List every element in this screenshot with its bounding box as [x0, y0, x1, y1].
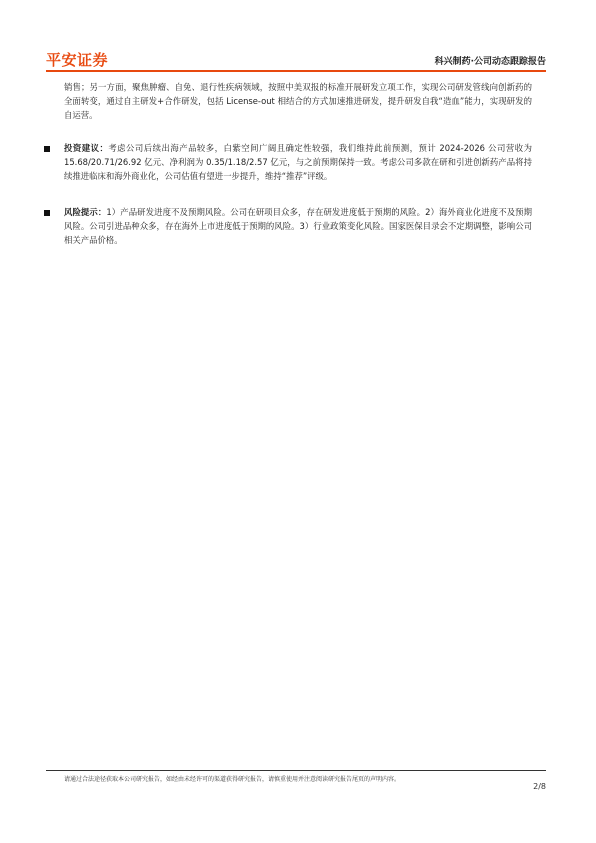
risk-lead: 风险提示： [64, 207, 107, 217]
footer-divider [46, 770, 546, 771]
header-divider [46, 70, 546, 72]
company-logo: 平安证券 [46, 51, 109, 69]
continued-paragraph: 销售；另一方面，聚焦肿瘤、自免、退行性疾病领域，按照中美双报的标准开展研发立项工作，实现公司研发管线向创新药的全面转变，通过自主研发+合作研发，包括 License-out 相结合的方式加速推进研发，提升研发自我“造血”能力，实现研发的自运营。 [64, 82, 532, 121]
footer-disclaimer: 请通过合法途径获取本公司研究报告，如经由未经许可的渠道获得研究报告，请慎重使用并注意阅读研究报告尾页的声明内容。 [64, 776, 401, 783]
page-number: 2/8 [533, 782, 546, 791]
bullet-risk [44, 210, 50, 216]
bullet-investment [44, 146, 50, 152]
risk-paragraph [64, 205, 532, 248]
investment-lead: 投资建议： [64, 143, 109, 153]
report-title: 科兴制药·公司动态跟踪报告 [434, 57, 546, 67]
investment-paragraph [64, 141, 532, 184]
risk-text: 1）产品研发进度不及预期风险。公司在研项目众多，存在研发进度低于预期的风险。2）海外商业化进度不及预期风险。公司引进品种众多，存在海外上市进度低于预期的风险。3）行业政策变化风险。国家医保目录会不定期调整，影响公司相关产品价格。 [64, 207, 533, 246]
investment-text: 考虑公司后续出海产品较多，白紫空间广阔且确定性较强，我们维持此前预测，预计 2024-2026 公司营收为 15.68/20.71/26.92 亿元、净利润为 0.35/1.18/2.57 亿元，与之前预期保持一致。考虑公司多款在研和引进创新药产品将持续推进临床和海外商业化，公司估值有望进一步提升，维持“推荐”评级。 [64, 143, 532, 182]
